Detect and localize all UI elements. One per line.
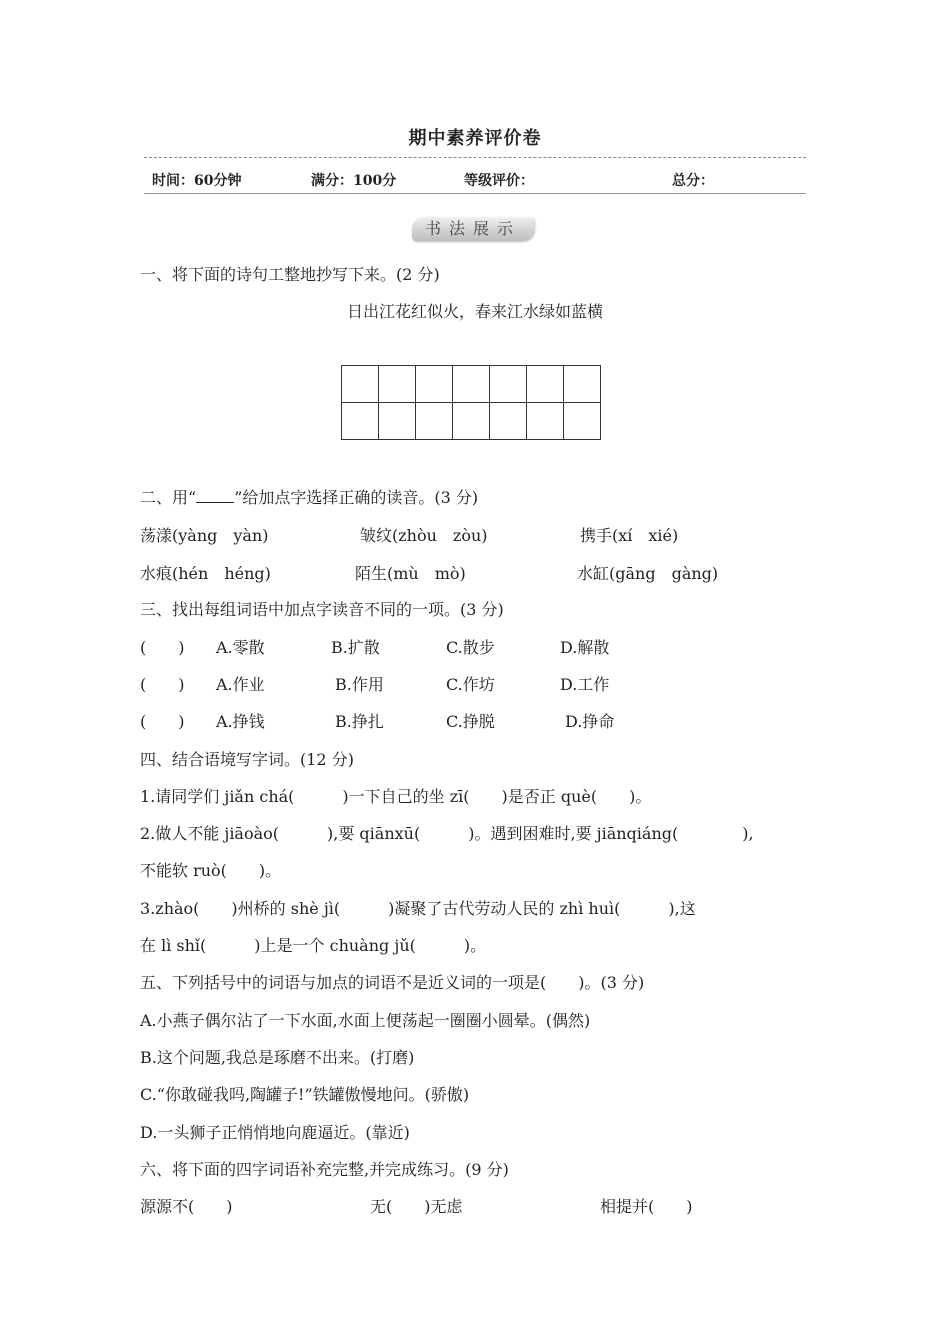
q3-option: C.挣脱	[446, 712, 495, 731]
q5-option: C.“你敢碰我吗,陶罐子!”铁罐傲慢地问。(骄傲)	[140, 1085, 470, 1104]
grid-cell[interactable]	[453, 366, 490, 403]
q3-option: D.解散	[560, 638, 610, 657]
q3-option: C.散步	[446, 638, 495, 657]
q3-option: D.挣命	[565, 712, 615, 731]
q2-item: 携手(xí xié)	[580, 526, 679, 545]
grid-cell[interactable]	[527, 366, 564, 403]
q1-heading: 一、将下面的诗句工整地抄写下来。(2 分)	[140, 265, 440, 284]
full-score-label: 满分：100分	[311, 173, 397, 189]
q2-item: 陌生(mù mò)	[355, 564, 466, 583]
header-dashed-divider	[144, 157, 806, 158]
grid-cell[interactable]	[416, 403, 453, 440]
q3-option: C.作坊	[446, 675, 495, 694]
q4-heading: 四、结合语境写字词。(12 分)	[140, 750, 354, 769]
q4-line: 在 lì shǐ( )上是一个 chuàng jǔ( )。	[140, 936, 487, 955]
answer-paren[interactable]: ( )	[140, 638, 185, 657]
grid-cell[interactable]	[342, 366, 379, 403]
total-label: 总分：	[672, 173, 714, 189]
q3-option: B.作用	[335, 675, 384, 694]
answer-paren[interactable]: ( )	[140, 675, 185, 694]
q6-item: 相提并( )	[600, 1197, 693, 1216]
q3-option: A.作业	[216, 675, 265, 694]
grade-label: 等级评价：	[464, 173, 534, 189]
q4-line: 不能软 ruò( )。	[140, 861, 282, 880]
q3-option: B.扩散	[331, 638, 380, 657]
q3-option: B.挣扎	[335, 712, 384, 731]
grid-cell[interactable]	[379, 403, 416, 440]
grid-cell[interactable]	[453, 403, 490, 440]
q5-option: D.一头狮子正悄悄地向鹿逼近。(靠近)	[140, 1123, 410, 1142]
q4-line: 2.做人不能 jiāoào( ),要 qiānxū( )。遇到困难时,要 jiānqiáng( ),	[140, 824, 754, 843]
q6-item: 无( )无虑	[370, 1197, 463, 1216]
time-label: 时间：60分钟	[152, 173, 242, 189]
q2-item: 水缸(gāng gàng)	[577, 564, 719, 583]
underline-mark	[196, 490, 234, 503]
grid-cell[interactable]	[564, 403, 601, 440]
grid-cell[interactable]	[379, 366, 416, 403]
grid-cell[interactable]	[416, 366, 453, 403]
q6-heading: 六、将下面的四字词语补充完整,并完成练习。(9 分)	[140, 1160, 509, 1179]
q5-option: B.这个问题,我总是琢磨不出来。(打磨)	[140, 1048, 415, 1067]
q2-heading-pre: 二、用“	[140, 488, 197, 507]
grid-cell[interactable]	[490, 366, 527, 403]
q2-heading	[140, 485, 478, 508]
grid-cell[interactable]	[527, 403, 564, 440]
q3-option: A.挣钱	[216, 712, 265, 731]
grid-cell[interactable]	[490, 403, 527, 440]
q2-item: 荡漾(yàng yàn)	[140, 526, 269, 545]
q2-heading-post: ”给加点字选择正确的读音。(3 分)	[234, 488, 479, 507]
q4-line: 3.zhào( )州桥的 shè jì( )凝聚了古代劳动人民的 zhì huì( ),这	[140, 899, 696, 918]
q1-poem: 日出江花红似火，春来江水绿如蓝横	[346, 302, 603, 321]
calligraphy-banner	[412, 217, 534, 241]
q3-heading: 三、找出每组词语中加点字读音不同的一项。(3 分)	[140, 600, 504, 619]
q4-line: 1.请同学们 jiǎn chá( )一下自己的坐 zī( )是否正 què( )。	[140, 787, 652, 806]
grid-cell[interactable]	[564, 366, 601, 403]
q2-item: 水痕(hén héng)	[140, 564, 271, 583]
q6-item: 源源不( )	[140, 1197, 233, 1216]
q3-option: A.零散	[216, 638, 265, 657]
q2-item: 皱纹(zhòu zòu)	[360, 526, 488, 545]
header-solid-divider	[144, 193, 806, 194]
answer-paren[interactable]: ( )	[140, 712, 185, 731]
writing-grid[interactable]	[341, 365, 601, 440]
page-title: 期中素养评价卷	[408, 128, 542, 149]
q3-option: D.工作	[560, 675, 610, 694]
q5-heading: 五、下列括号中的词语与加点的词语不是近义词的一项是( )。(3 分)	[140, 973, 645, 992]
banner-label: 书法展示	[424, 219, 521, 238]
q5-option: A.小燕子偶尔沾了一下水面,水面上便荡起一圈圈小圆晕。(偶然)	[140, 1011, 591, 1030]
grid-cell[interactable]	[342, 403, 379, 440]
